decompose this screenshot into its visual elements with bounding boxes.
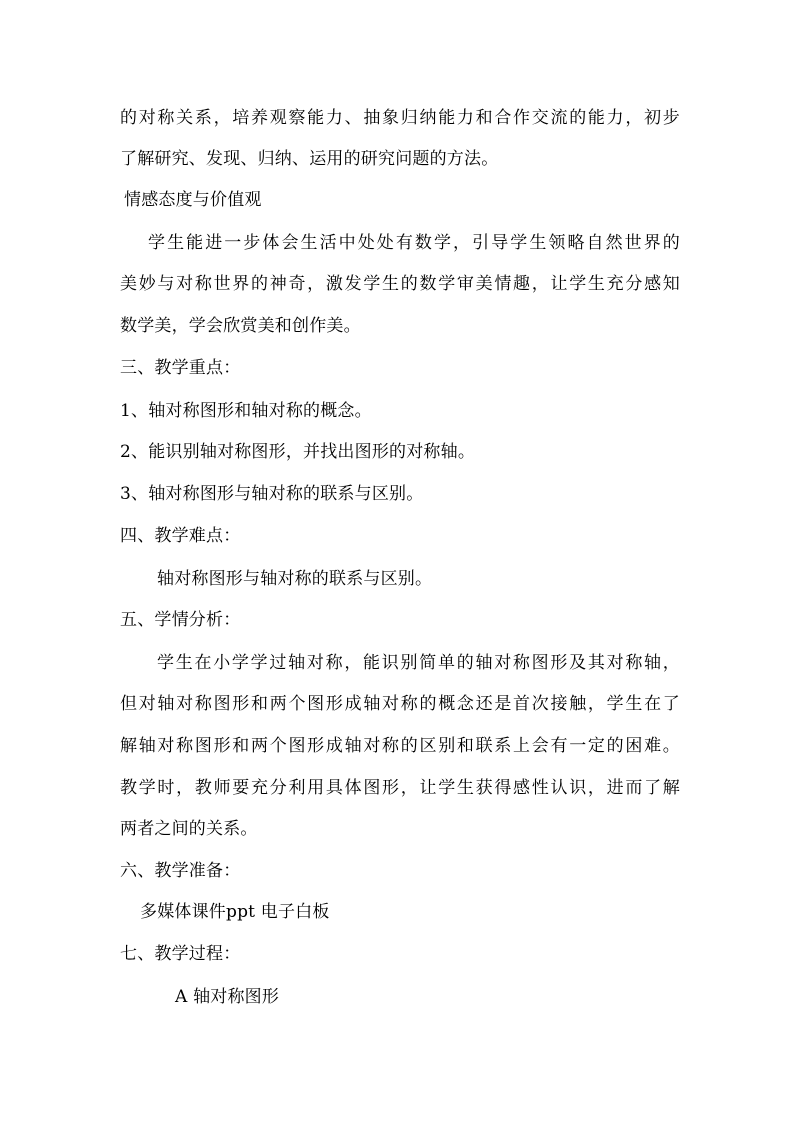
analysis-line-4: 教学时，教师要充分利用具体图形，让学生获得感性认识，进而了解: [120, 778, 680, 798]
paragraph-line-5: 数学美，学会欣赏美和创作美。: [120, 316, 361, 336]
paragraph-line-1: 的对称关系，培养观察能力、抽象归纳能力和合作交流的能力，初步: [120, 108, 680, 128]
section-heading-attitude: 情感态度与价值观: [124, 190, 262, 210]
preparation-text: 多媒体课件ppt 电子白板: [140, 902, 330, 922]
analysis-line-1: 学生在小学学过轴对称，能识别简单的轴对称图形及其对称轴，: [157, 653, 680, 673]
analysis-line-5: 两者之间的关系。: [120, 819, 258, 839]
analysis-line-2: 但对轴对称图形和两个图形成轴对称的概念还是首次接触，学生在了: [120, 694, 680, 714]
heading-difficult-points: 四、教学难点：: [120, 526, 241, 546]
subheading-axial-symmetry: A 轴对称图形: [175, 987, 280, 1007]
paragraph-line-4: 美妙与对称世界的神奇，激发学生的数学审美情趣，让学生充分感知: [120, 274, 680, 294]
key-point-2: 2、能识别轴对称图形，并找出图形的对称轴。: [120, 442, 476, 462]
heading-key-points: 三、教学重点：: [120, 358, 241, 378]
difficult-point-text: 轴对称图形与轴对称的联系与区别。: [157, 569, 433, 589]
paragraph-line-2: 了解研究、发现、归纳、运用的研究问题的方法。: [120, 149, 499, 169]
paragraph-line-3: 学生能进一步体会生活中处处有数学，引导学生领略自然世界的: [148, 233, 680, 253]
key-point-1: 1、轴对称图形和轴对称的概念。: [120, 401, 372, 421]
heading-teaching-process: 七、教学过程：: [120, 944, 241, 964]
heading-learning-analysis: 五、学情分析：: [120, 610, 241, 630]
heading-preparation: 六、教学准备：: [120, 861, 241, 881]
key-point-3: 3、轴对称图形与轴对称的联系与区别。: [120, 484, 424, 504]
analysis-line-3: 解轴对称图形和两个图形成轴对称的区别和联系上会有一定的困难。: [120, 736, 680, 756]
